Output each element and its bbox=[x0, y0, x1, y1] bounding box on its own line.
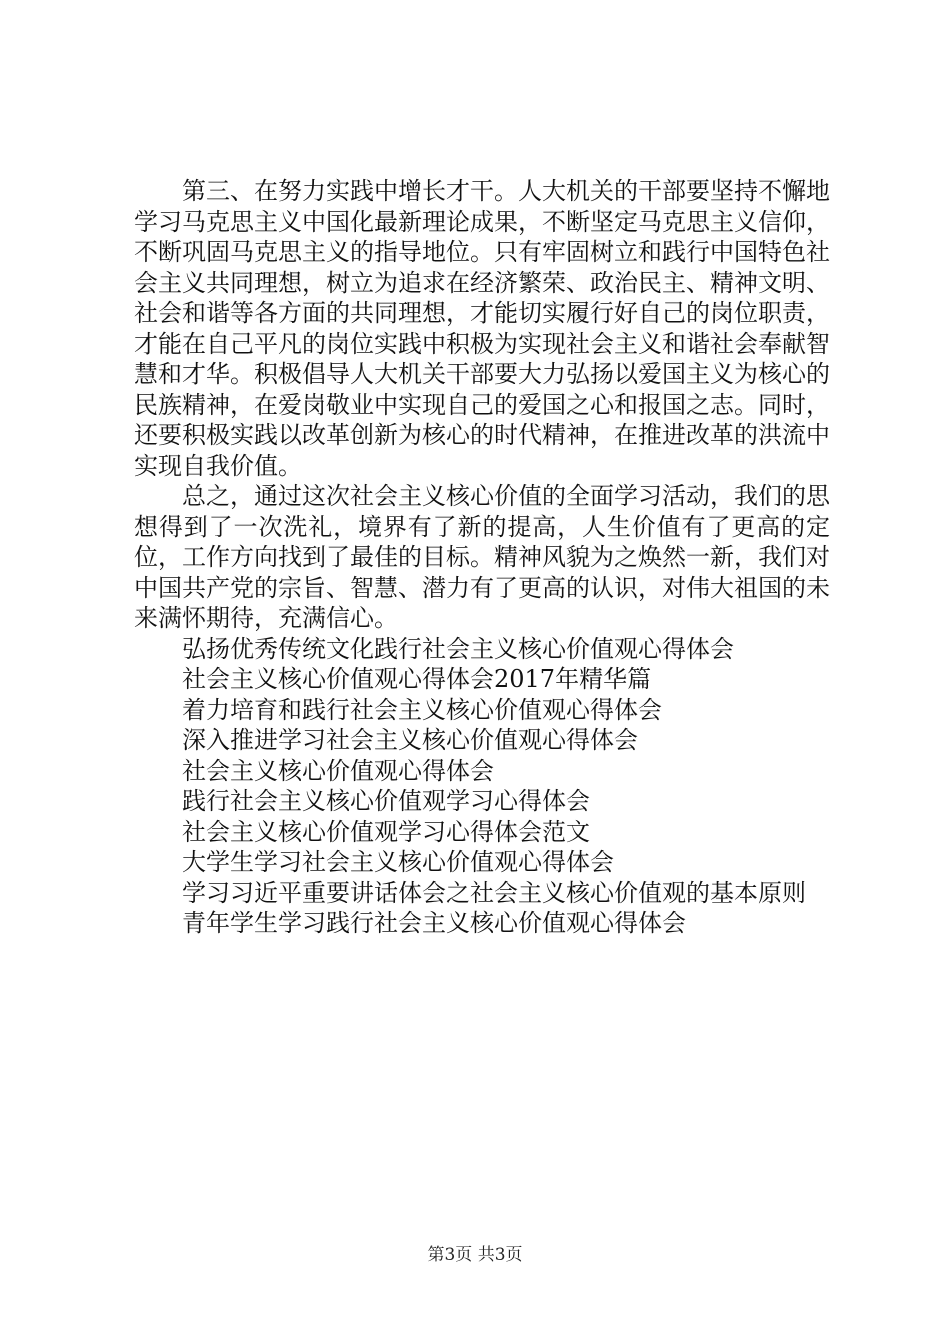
related-titles-list bbox=[134, 634, 830, 939]
related-title: 大学生学习社会主义核心价值观心得体会 bbox=[182, 848, 614, 876]
related-title: 践行社会主义核心价值观学习心得体会 bbox=[182, 787, 590, 815]
body-paragraph: 第三、在努力实践中增长才干。人大机关的干部要坚持不懈地学习马克思主义中国化最新理论成果，不断坚定马克思主义信仰，不断巩固马克思主义的指导地位。只有牢固树立和践行中国特色社会主义共同理想，树立为追求在经济繁荣、政治民主、精神文明、社会和谐等各方面的共同理想，才能切实履行好自己的岗位职责，才能在自己平凡的岗位实践中积极为实现社会主义和谐社会奉献智慧和才华。积极倡导人大机关干部要大力弘扬以爱国主义为核心的民族精神，在爱岗敬业中实现自己的爱国之心和报国之志。同时，还要积极实践以改革创新为核心的时代精神，在推进改革的洪流中实现自我价值。 bbox=[134, 177, 830, 480]
related-title: 社会主义核心价值观心得体会 bbox=[182, 756, 494, 785]
related-title: 深入推进学习社会主义核心价值观心得体会 bbox=[182, 726, 638, 754]
body-paragraph: 总之，通过这次社会主义核心价值的全面学习活动，我们的思想得到了一次洗礼，境界有了新的提高，人生价值有了更高的定位，工作方向找到了最佳的目标。精神风貌为之焕然一新，我们对中国共产党的宗旨、智慧、潜力有了更高的认识，对伟大祖国的未来满怀期待，充满信心。 bbox=[134, 482, 830, 632]
page-number-footer: 第3页 共3页 bbox=[427, 1245, 523, 1265]
related-title: 社会主义核心价值观学习心得体会范文 bbox=[182, 817, 590, 846]
related-title: 社会主义核心价值观心得体会2017年精华篇 bbox=[182, 665, 652, 693]
related-title: 青年学生学习践行社会主义核心价值观心得体会 bbox=[182, 909, 686, 937]
related-title: 弘扬优秀传统文化践行社会主义核心价值观心得体会 bbox=[182, 634, 734, 663]
document-body bbox=[134, 176, 830, 939]
related-title: 着力培育和践行社会主义核心价值观心得体会 bbox=[182, 695, 662, 724]
related-title: 学习习近平重要讲话体会之社会主义核心价值观的基本原则 bbox=[182, 878, 806, 907]
